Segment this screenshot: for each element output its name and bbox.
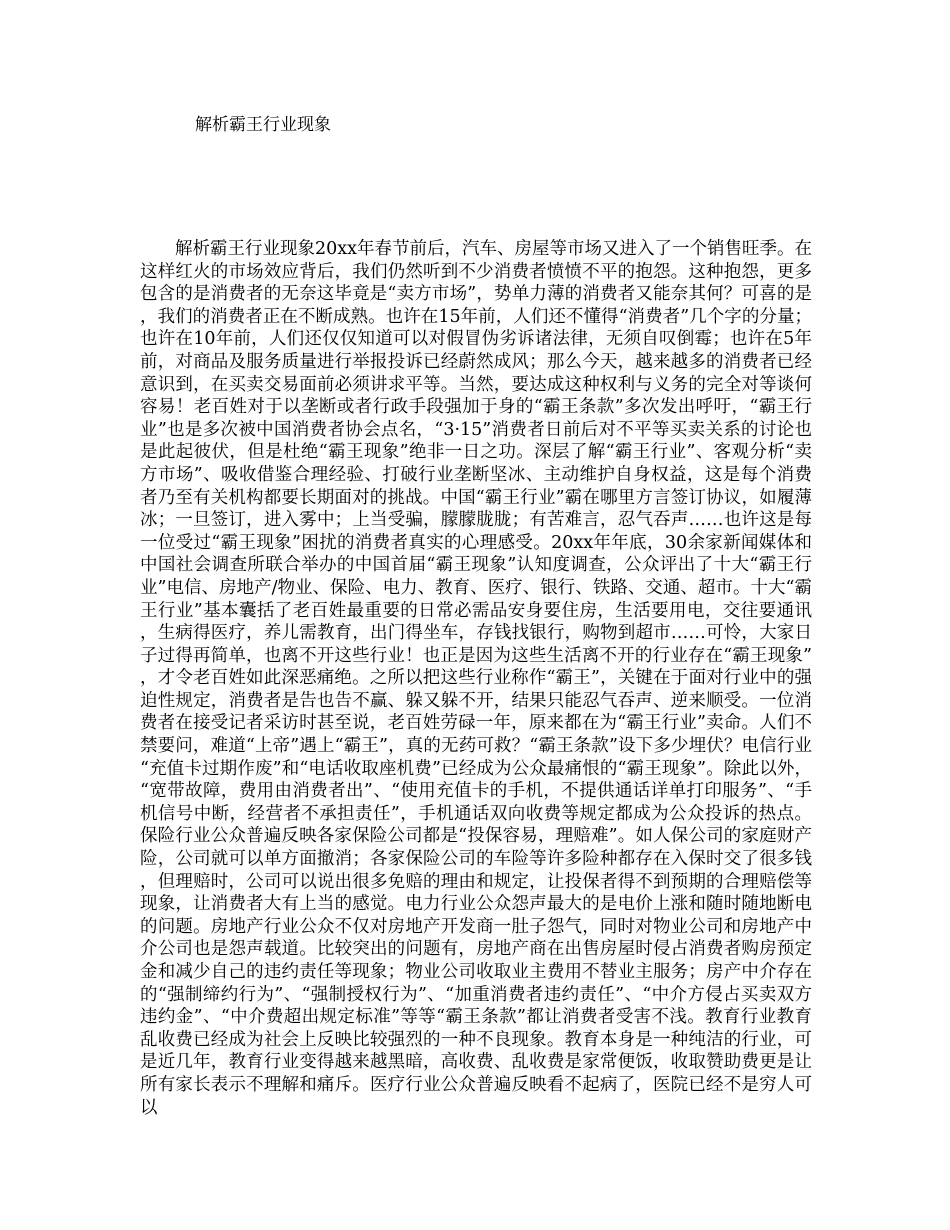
document-title: 解析霸王行业现象 xyxy=(195,115,331,135)
document-body-paragraph: 解析霸王行业现象20xx年春节前后，汽车、房屋等市场又进入了一个销售旺季。在这样红火的市场效应背后，我们仍然听到不少消费者愤愤不平的抱怨。这种抱怨，更多包含的是消费者的无奈这毕竟是“卖方市场”，势单力薄的消费者又能奈其何？可喜的是，我们的消费者正在不断成熟。也许在15年前，人们还不懂得“消费者”几个字的分量；也许在10年前，人们还仅仅知道可以对假冒伪劣诉诸法律，无须自叹倒霉；也许在5年前，对商品及服务质量进行举报投诉已经蔚然成风；那么今天，越来越多的消费者已经意识到，在买卖交易面前必须讲求平等。当然，要达成这种权利与义务的完全对等谈何容易！老百姓对于以垄断或者行政手段强加于身的“霸王条款”多次发出呼吁，“霸王行业”也是多次被中国消费者协会点名，“3·15”消费者日前后对不平等买卖关系的讨论也是此起彼伏，但是杜绝“霸王现象”绝非一日之功。深层了解“霸王行业”、客观分析“卖方市场”、吸收借鉴合理经验、打破行业垄断坚冰、主动维护自身权益，这是每个消费者乃至有关机构都要长期面对的挑战。中国“霸王行业”霸在哪里方言签订协议，如履薄冰；一旦签订，进入雾中；上当受骗，朦朦胧胧；有苦难言，忍气吞声……也许这是每一位受过“霸王现象”困扰的消费者真实的心理感受。20xx年年底，30余家新闻媒体和中国社会调查所联合举办的中国首届“霸王现象”认知度调查，公众评出了十大“霸王行业”电信、房地产/物业、保险、电力、教育、医疗、银行、铁路、交通、超市。十大“霸王行业”基本囊括了老百姓最重要的日常必需品安身要住房，生活要用电，交往要通讯，生病得医疗，养儿需教育，出门得坐车，存钱找银行，购物到超市……可怜，大家日子过得再简单，也离不开这些行业！也正是因为这些生活离不开的行业存在“霸王现象”，才令老百姓如此深恶痛绝。之所以把这些行业称作“霸王”，关键在于面对行业中的强迫性规定，消费者是告也告不赢、躲又躲不开，结果只能忍气吞声、逆来顺受。一位消费者在接受记者采访时甚至说，老百姓劳碌一年，原来都在为“霸王行业”卖命。人们不禁要问，难道“上帝”遇上“霸王”，真的无药可救？“霸王条款”设下多少埋伏？电信行业“充值卡过期作废”和“电话收取座机费”已经成为公众最痛恨的“霸王现象”。除此以外，“宽带故障，费用由消费者出”、“使用充值卡的手机，不提供通话详单打印服务”、“手机信号中断，经营者不承担责任”，手机通话双向收费等规定都成为公众投诉的热点。保险行业公众普遍反映各家保险公司都是“投保容易，理赔难”。如人保公司的家庭财产险，公司就可以单方面撤消；各家保险公司的车险等许多险种都存在入保时交了很多钱，但理赔时，公司可以说出很多免赔的理由和规定，让投保者得不到预期的合理赔偿等现象，让消费者大有上当的感觉。电力行业公众怨声最大的是电价上涨和随时随地断电的问题。房地产行业公众不仅对房地产开发商一肚子怨气，同时对物业公司和房地产中介公司也是怨声载道。比较突出的问题有，房地产商在出售房屋时侵占消费者购房预定金和减少自己的违约责任等现象；物业公司收取业主费用不替业主服务；房产中介存在的“强制缔约行为”、“强制授权行为”、“加重消费者违约责任”、“中介方侵占买卖双方违约金”、“中介费超出规定标准”等等“霸王条款”都让消费者受害不浅。教育行业教育乱收费已经成为社会上反映比较强烈的一种不良现象。教育本身是一种纯洁的行业，可是近几年，教育行业变得越来越黑暗，高收费、乱收费是家常便饭，收取赞助费更是让所有家长表示不理解和痛斥。医疗行业公众普遍反映看不起病了，医院已经不是穷人可以 xyxy=(140,239,813,1118)
